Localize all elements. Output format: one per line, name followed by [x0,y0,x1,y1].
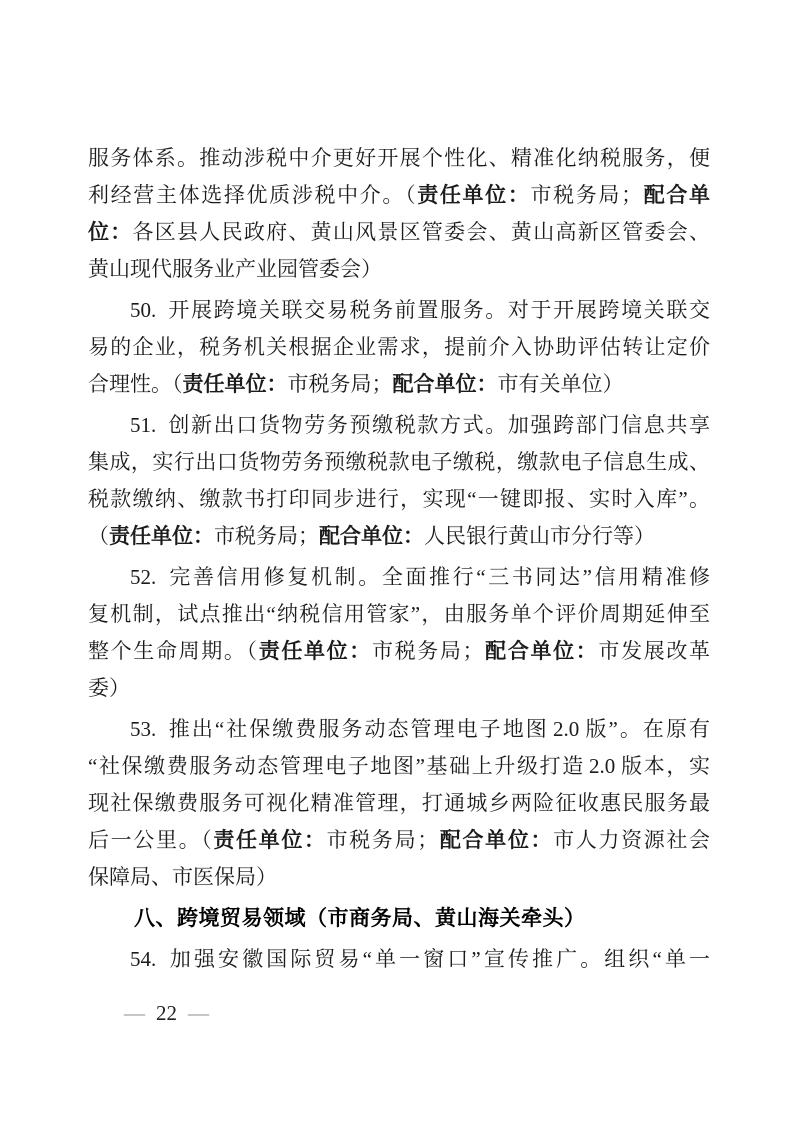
text-run: 整个生命周期。（ [88,639,259,663]
text-run: 现社保缴费服务可视化精准管理，打通城乡两险征收惠民服务最 [88,791,710,815]
bold-label: 八、跨境贸易领域（市商务局、黄山海关牵头） [134,907,586,930]
text-line [88,407,710,444]
text-run: 利经营主体选择优质涉税中介。（ [88,183,418,207]
text-line [88,214,710,251]
section-heading-8 [88,900,710,937]
text-line [88,292,710,329]
bold-label: 配合单位： [319,524,424,548]
text-line [88,177,710,214]
text-line [88,785,710,822]
text-run: 委） [88,676,130,700]
text-line [88,596,710,633]
text-line [88,633,710,670]
text-run: 53. 推出“社保缴费服务动态管理电子地图 2.0 版”。在原有 [130,717,710,741]
bold-label: 位： [88,220,133,244]
bold-label: 配合单位： [392,372,498,396]
bold-label: 责任单位： [182,372,288,396]
text-run: “社保缴费服务动态管理电子地图”基础上升级打造 2.0 版本，实 [88,754,710,778]
text-run: 市人力资源社会 [553,828,711,852]
text-run: 后一公里。（ [88,828,214,852]
text-line [88,366,710,403]
text-run: 市税务局； [371,639,484,663]
text-run: 复机制，试点推出“纳税信用管家”，由服务单个评价周期延伸至 [88,602,710,626]
text-line [88,859,710,896]
text-run: （ [88,524,109,548]
paragraph-53 [88,711,710,896]
text-line [88,822,710,859]
paragraph-54 [88,941,710,978]
text-block [88,140,710,978]
text-run: 54. 加强安徽国际贸易“单一窗口”宣传推广。组织“单一 [130,947,710,971]
text-line [88,941,710,978]
paragraph-51 [88,407,710,555]
text-run: 各区县人民政府、黄山风景区管委会、黄山高新区管委会、 [132,220,711,244]
text-run: 市税务局； [326,828,439,852]
text-line [88,140,710,177]
bold-label: 配合单位： [483,639,599,663]
text-line [88,444,710,481]
text-run: 人民银行黄山市分行等） [424,524,655,548]
paragraph-49-continuation [88,140,710,288]
text-line [88,559,710,596]
text-run: 税款缴纳、缴款书打印同步进行，实现“一键即报、实时入库”。 [88,487,710,511]
text-run: 50. 开展跨境关联交易税务前置服务。对于开展跨境关联交 [130,298,710,322]
text-run: 易的企业，税务机关根据企业需求，提前介入协助评估转让定价 [88,335,710,359]
text-run: 黄山现代服务业产业园管委会） [88,257,382,281]
text-line [88,518,710,555]
text-line [88,711,710,748]
text-run: 市税务局； [214,524,319,548]
bold-label: 责任单位： [213,828,327,852]
text-line [88,251,710,288]
text-run: 市税务局； [287,372,393,396]
text-run: 集成，实行出口货物劳务预缴税款电子缴税，缴款电子信息生成、 [88,450,710,474]
bold-label: 责任单位： [109,524,214,548]
page-footer [124,1001,209,1025]
text-line [88,329,710,366]
text-run: 52. 完善信用修复机制。全面推行“三书同达”信用精准修 [130,565,710,589]
footer-dash-left: — [124,1001,145,1025]
text-line [88,900,710,937]
text-run: 保障局、市医保局） [88,865,277,889]
text-line [88,670,710,707]
bold-label: 配合单 [642,183,711,207]
page-number: 22 [156,1001,177,1025]
text-run: 51. 创新出口货物劳务预缴税款方式。加强跨部门信息共享 [130,413,710,437]
text-run: 市有关单位） [497,372,624,396]
text-line [88,481,710,518]
text-run: 合理性。（ [88,372,183,396]
text-run: 市税务局； [530,183,643,207]
text-run: 服务体系。推动涉税中介更好开展个性化、精准化纳税服务，便 [88,146,710,170]
text-line [88,748,710,785]
footer-dash-right: — [188,1001,209,1025]
bold-label: 责任单位： [258,639,372,663]
bold-label: 配合单位： [438,828,554,852]
paragraph-52 [88,559,710,707]
bold-label: 责任单位： [417,183,531,207]
text-run: 市发展改革 [598,639,711,663]
paragraph-50 [88,292,710,403]
